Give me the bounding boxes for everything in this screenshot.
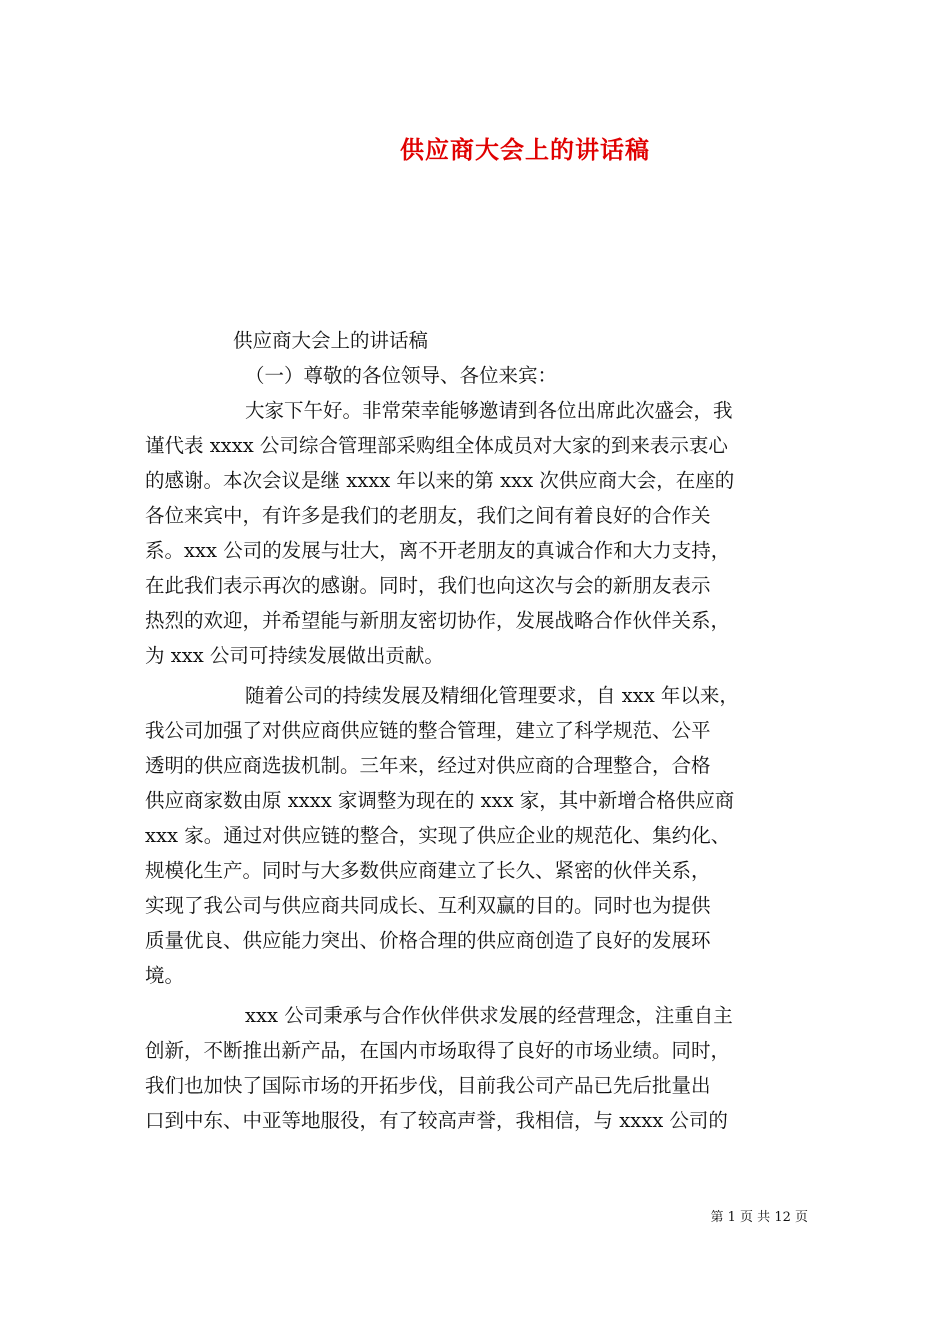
paragraph-2 (145, 678, 810, 993)
paragraph-3 (145, 998, 810, 1138)
paragraph-line: 谨代表 xxxx 公司综合管理部采购组全体成员对大家的到来表示衷心 (145, 434, 728, 457)
paragraph-1 (145, 393, 810, 673)
paragraph-line: 系。xxx 公司的发展与壮大，离不开老朋友的真诚合作和大力支持， (145, 539, 731, 562)
paragraph-line: 质量优良、供应能力突出、价格合理的供应商创造了良好的发展环 (145, 929, 711, 952)
body-heading: 供应商大会上的讲话稿 (233, 329, 429, 352)
paragraph-line: 大家下午好。非常荣幸能够邀请到各位出席此次盛会，我 (245, 399, 733, 422)
paragraph-line: 创新，不断推出新产品，在国内市场取得了良好的市场业绩。同时， (145, 1039, 731, 1062)
salutation: （一）尊敬的各位领导、各位来宾： (245, 364, 558, 387)
document-body (145, 323, 810, 1138)
paragraph-line: 随着公司的持续发展及精细化管理要求，自 xxx 年以来， (245, 684, 739, 707)
paragraph-line: 的感谢。本次会议是继 xxxx 年以来的第 xxx 次供应商大会，在座的 (145, 469, 735, 492)
paragraph-line: 我公司加强了对供应商供应链的整合管理，建立了科学规范、公平 (145, 719, 711, 742)
paragraph-line: 规模化生产。同时与大多数供应商建立了长久、紧密的伙伴关系， (145, 859, 711, 882)
document-title: 供应商大会上的讲话稿 (400, 135, 650, 164)
page-number: 第 1 页 共 12 页 (710, 1210, 808, 1225)
paragraph-line: 口到中东、中亚等地服役，有了较高声誉，我相信，与 xxxx 公司的 (145, 1109, 728, 1132)
paragraph-line: 境。 (145, 964, 185, 987)
paragraph-line: 供应商家数由原 xxxx 家调整为现在的 xxx 家，其中新增合格供应商 (145, 789, 735, 812)
paragraph-line: 为 xxx 公司可持续发展做出贡献。 (145, 644, 444, 667)
paragraph-line: xxx 家。通过对供应链的整合，实现了供应企业的规范化、集约化、 (145, 824, 731, 847)
paragraph-line: 实现了我公司与供应商共同成长、互利双赢的目的。同时也为提供 (145, 894, 711, 917)
paragraph-line: 各位来宾中，有许多是我们的老朋友，我们之间有着良好的合作关 (145, 504, 711, 527)
paragraph-line: 在此我们表示再次的感谢。同时，我们也向这次与会的新朋友表示 (145, 574, 711, 597)
paragraph-line: 我们也加快了国际市场的开拓步伐，目前我公司产品已先后批量出 (145, 1074, 711, 1097)
paragraph-line: xxx 公司秉承与合作伙伴供求发展的经营理念，注重自主 (245, 1004, 733, 1027)
paragraph-line: 透明的供应商选拔机制。三年来，经过对供应商的合理整合，合格 (145, 754, 711, 777)
paragraph-line: 热烈的欢迎，并希望能与新朋友密切协作，发展战略合作伙伴关系， (145, 609, 731, 632)
